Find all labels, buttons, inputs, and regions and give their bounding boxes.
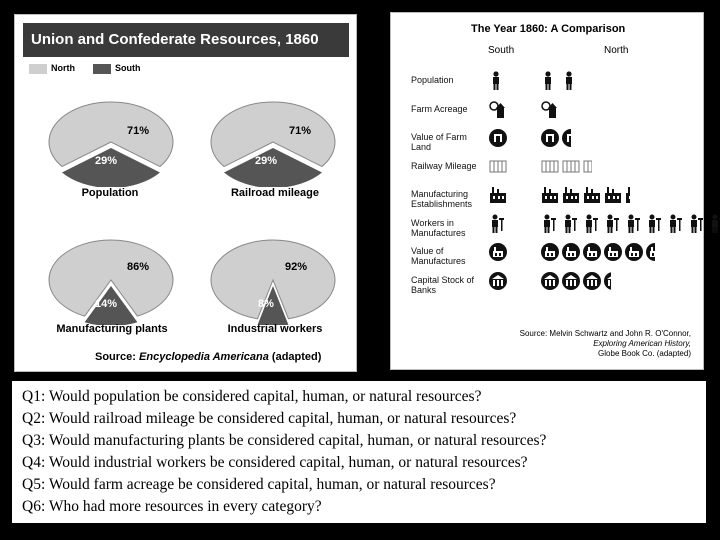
question-list	[12, 381, 706, 523]
pie-industrial-workers	[203, 225, 343, 325]
bank-icon	[562, 271, 580, 291]
right-source-line-1: Source: Melvin Schwartz and John R. O'Connor,	[519, 329, 691, 338]
legend-south-swatch	[93, 64, 111, 74]
pie-manufacturing-south-number: 14	[95, 298, 108, 310]
legend-north-label: North	[51, 63, 75, 73]
pie-industrial-south-value: 8%	[258, 298, 274, 310]
legend-north	[29, 63, 75, 74]
pie-population-south-value: 29%	[95, 155, 118, 167]
railway-icon	[541, 157, 559, 177]
left-source-note	[95, 351, 321, 363]
pie-manufacturing-label: Manufacturing plants	[56, 323, 168, 335]
worker-icon	[688, 214, 706, 234]
worker-icon	[562, 214, 580, 234]
question-2: Q2: Would railroad mileage be considered capital, human, or natural resources?	[22, 410, 517, 427]
person-icon	[489, 71, 507, 91]
manufactures-value-icon	[489, 242, 507, 262]
bank-icon	[541, 271, 559, 291]
worker-icon	[646, 214, 664, 234]
legend-south-label: South	[115, 63, 141, 73]
worker-icon	[625, 214, 643, 234]
comparison-chart-panel	[390, 12, 704, 370]
railway-icon	[562, 157, 580, 177]
worker-icon	[489, 214, 507, 234]
pie-population-south-number: 29	[95, 155, 108, 167]
pie-railroad-mileage	[203, 87, 343, 187]
farm-icon	[541, 100, 559, 120]
right-source-note	[511, 329, 691, 359]
comparison-title: The Year 1860: A Comparison	[471, 23, 626, 35]
pie-industrial-south-number: 8	[258, 298, 265, 310]
row-label: Capital Stock of Banks	[411, 274, 475, 295]
manufactures-value-icon	[541, 242, 559, 262]
question-1: Q1: Would population be considered capital, human, or natural resources?	[22, 388, 482, 405]
union-confederate-chart-panel	[14, 14, 357, 372]
question-6: Q6: Who had more resources in every category?	[22, 498, 322, 515]
railway-icon	[489, 157, 507, 177]
pie-industrial-label: Industrial workers	[227, 323, 323, 335]
factory-icon	[489, 185, 507, 205]
left-source-title: Encyclopedia Americana	[139, 351, 269, 363]
row-label: Value of Farm Land	[411, 132, 467, 152]
legend-south	[93, 63, 141, 74]
left-source-prefix: Source:	[95, 351, 136, 363]
factory-icon	[541, 185, 559, 205]
pie-railroad-south-number: 29	[255, 155, 268, 167]
manufactures-value-icon	[583, 242, 601, 262]
pie-industrial-north-number: 92	[285, 261, 298, 273]
pie-manufacturing-north-value: 86%	[127, 261, 150, 273]
pie-manufacturing-south-value: 14%	[95, 298, 118, 310]
column-north-header: North	[604, 45, 629, 56]
manufactures-value-icon	[625, 242, 643, 262]
factory-icon	[562, 185, 580, 205]
row-label: Population	[411, 75, 454, 85]
row-label: Railway Mileage	[411, 160, 477, 171]
row-label: Workers in Manufactures	[411, 217, 466, 238]
bank-icon	[604, 271, 611, 291]
row-label: Farm Acreage	[411, 103, 468, 114]
pie-railroad-label: Railroad mileage	[230, 187, 320, 199]
manufactures-value-icon	[562, 242, 580, 262]
worker-icon	[709, 214, 720, 234]
pie-manufacturing-plants	[41, 225, 181, 325]
question-5: Q5: Would farm acreage be considered capital, human, or natural resources?	[22, 476, 496, 493]
railway-icon	[583, 157, 592, 177]
question-4: Q4: Would industrial workers be considered capital, human, or natural resources?	[22, 454, 528, 471]
right-source-line-2: Exploring American History,	[593, 339, 691, 348]
pie-manufacturing-north-number: 86	[127, 261, 140, 273]
manufactures-value-icon	[646, 242, 655, 262]
worker-icon	[583, 214, 601, 234]
right-source-line-3: Globe Book Co. (adapted)	[598, 349, 691, 358]
question-3: Q3: Would manufacturing plants be considered capital, human, or natural resources?	[22, 432, 547, 449]
bank-icon	[489, 271, 507, 291]
factory-icon	[625, 185, 630, 205]
left-source-suffix: (adapted)	[271, 351, 322, 363]
worker-icon	[541, 214, 559, 234]
pie-population-label: Population	[81, 187, 139, 199]
farmland-value-icon	[541, 128, 559, 148]
legend-north-swatch	[29, 64, 47, 74]
worker-icon	[667, 214, 685, 234]
row-label: Value of Manufactures	[411, 246, 466, 266]
factory-icon	[583, 185, 601, 205]
manufactures-value-icon	[604, 242, 622, 262]
pie-population-north-value: 71%	[127, 125, 150, 137]
pie-population-north-number: 71	[127, 125, 140, 137]
pie-railroad-north-value: 71%	[289, 125, 312, 137]
pie-railroad-south-value: 29%	[255, 155, 278, 167]
row-label: Manufacturing Establishments	[411, 189, 473, 209]
farm-icon	[489, 100, 507, 120]
pie-industrial-north-value: 92%	[285, 261, 308, 273]
chart-title: Union and Confederate Resources, 1860	[23, 23, 349, 57]
farmland-value-icon	[489, 128, 507, 148]
pie-railroad-north-number: 71	[289, 125, 302, 137]
factory-icon	[604, 185, 622, 205]
person-icon	[541, 71, 559, 91]
person-icon	[562, 71, 580, 91]
worker-icon	[604, 214, 622, 234]
column-south-header: South	[488, 45, 515, 56]
bank-icon	[583, 271, 601, 291]
farmland-value-icon	[562, 128, 571, 148]
pie-population	[41, 87, 181, 187]
